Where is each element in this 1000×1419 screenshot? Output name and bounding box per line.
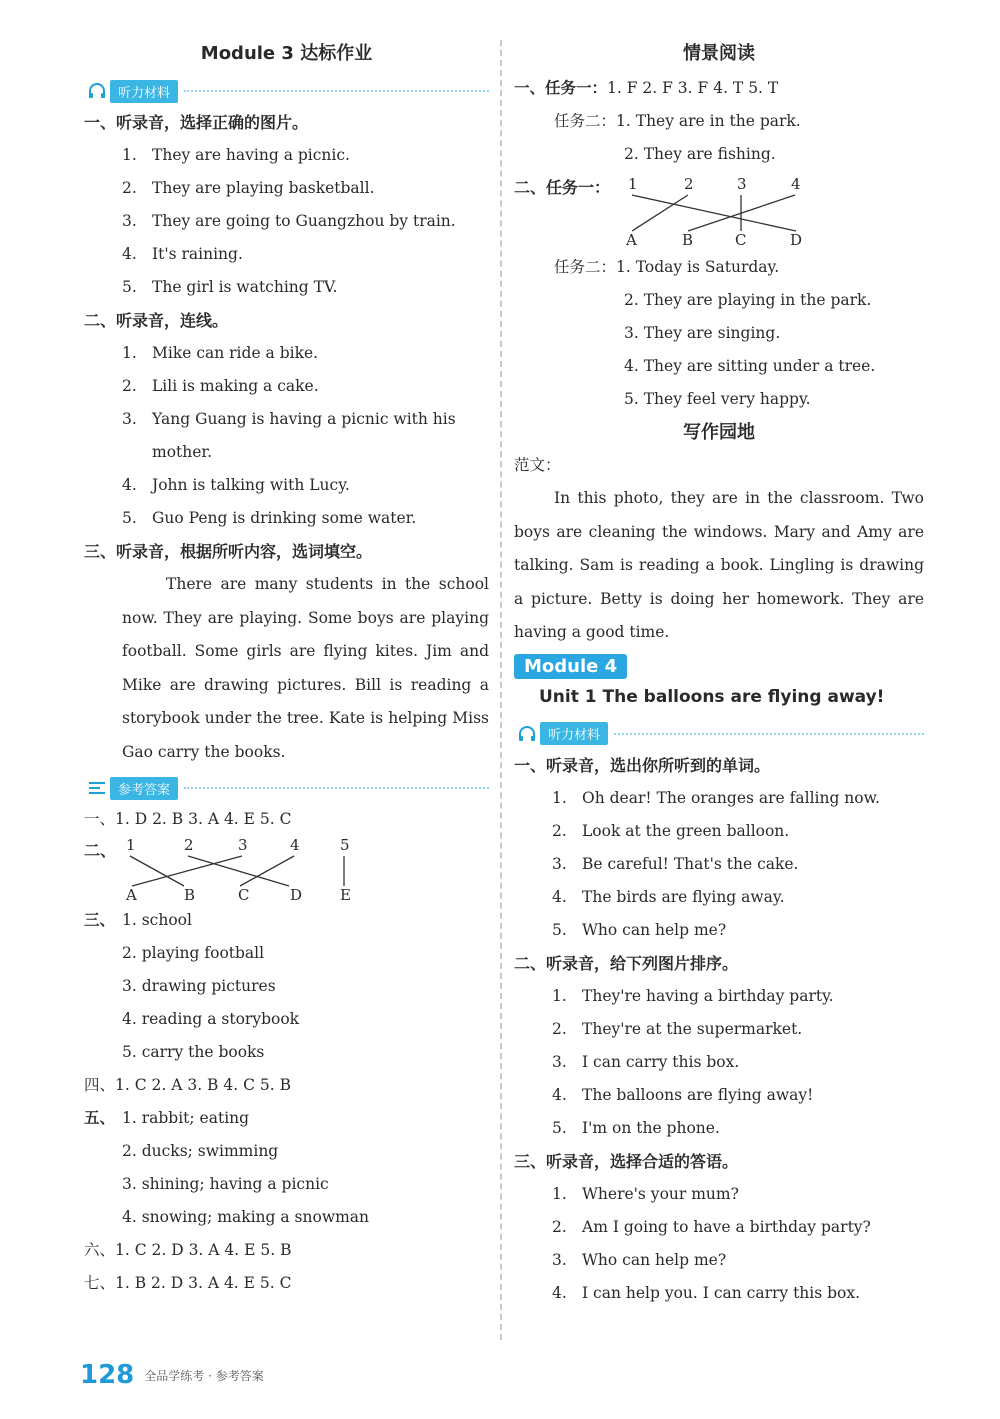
task-label: 一、任务一： (514, 79, 608, 97)
headphones-icon (84, 80, 110, 102)
answer-row: 2. They are fishing. (624, 145, 776, 163)
answer-label: 二、 (84, 841, 117, 860)
matching-answer (84, 836, 489, 904)
sample-essay: In this photo, they are in the classroom. Two boys are cleaning the windows. Mary and Amy are talking. Sam is reading a book. Lingling is drawing a picture. Betty is doing her homework. They are having a good time. (514, 489, 924, 641)
answer-row: 任务二：1. Today is Saturday. (554, 258, 780, 276)
match-bottom-label: A (126, 886, 137, 904)
answers-label: 参考答案 (110, 777, 178, 800)
writing-title: 写作园地 (683, 422, 755, 443)
answer-row: 4. snowing; making a snowman (122, 1208, 370, 1226)
list-item: 2. Am I going to have a birthday party? (552, 1217, 871, 1236)
tag-divider (184, 787, 489, 789)
listening-label: 听力材料 (110, 80, 178, 103)
match-bottom-label: B (682, 231, 694, 249)
match-bottom-label: D (290, 886, 303, 904)
match-top-label: 1 (126, 836, 136, 854)
match-bottom-label: C (735, 231, 747, 249)
headphones-icon (514, 723, 540, 745)
section-heading: 三、听录音，根据所听内容，选词填空。 (84, 542, 373, 561)
answer-row: 2. They are playing in the park. (624, 291, 872, 309)
reading-title: 情景阅读 (683, 43, 755, 64)
list-item: 3. They are going to Guangzhou by train. (122, 212, 456, 230)
match-bottom-label: D (790, 231, 803, 249)
match-top-label: 2 (184, 836, 194, 854)
list-item: 2. Lili is making a cake. (122, 377, 319, 395)
answer-row: 六、1. C 2. D 3. A 4. E 5. B (84, 1241, 292, 1259)
matching-answer (514, 171, 924, 251)
answer-row: 5. carry the books (122, 1043, 265, 1061)
list-item: 3. Be careful! That's the cake. (552, 854, 799, 873)
footer-text: 全品学练考 · 参考答案 (144, 1368, 264, 1383)
list-item: 3. Yang Guang is having a picnic with his (122, 410, 456, 428)
section-heading: 二、听录音，给下列图片排序。 (514, 953, 739, 973)
answer-row: 3. drawing pictures (122, 977, 276, 995)
sample-label: 范文： (514, 456, 561, 474)
answer-row: 一、1. D 2. B 3. A 4. E 5. C (84, 810, 292, 828)
list-item-continuation: mother. (152, 443, 213, 461)
tag-divider (184, 90, 489, 92)
answer-row: 2. playing football (122, 944, 265, 962)
list-item: 5. Who can help me? (552, 920, 727, 939)
answer-row: 三、 1. school (84, 911, 192, 929)
page-number: 128 (80, 1360, 135, 1390)
listening-passage: There are many students in the school now. They are playing. Some boys are playing football. Some girls are flying kites. Jim and Mike are drawing pictures. Bill is reading a storybook under the tree. Kate is helping Miss Gao carry the books. (122, 575, 489, 761)
answer-icon (84, 777, 110, 799)
listening-label: 听力材料 (540, 722, 608, 745)
answer-row: 五、 1. rabbit; eating (84, 1109, 250, 1127)
match-top-label: 3 (737, 175, 747, 193)
answers-tag (84, 773, 489, 803)
answer-row: 2. ducks; swimming (122, 1142, 279, 1160)
match-top-label: 4 (290, 836, 300, 854)
match-top-label: 1 (628, 175, 638, 193)
tag-divider (614, 733, 924, 735)
answer-row: 3. shining; having a picnic (122, 1175, 329, 1193)
list-item: 4. I can help you. I can carry this box. (552, 1283, 861, 1302)
list-item: 1. Mike can ride a bike. (122, 344, 319, 362)
answer-row: 任务二：1. They are in the park. (554, 112, 801, 130)
list-item: 1. They're having a birthday party. (552, 986, 834, 1005)
section-heading: 三、听录音，选择合适的答语。 (514, 1151, 739, 1171)
answer-row: 4. reading a storybook (122, 1010, 300, 1028)
task-label: 任务二： (554, 112, 617, 130)
list-item: 4. It's raining. (122, 245, 243, 263)
match-bottom-label: A (626, 231, 637, 249)
match-top-label: 3 (238, 836, 248, 854)
list-item: 2. Look at the green balloon. (552, 821, 790, 840)
answer-row: 七、1. B 2. D 3. A 4. E 5. C (84, 1274, 292, 1292)
answer-row: 四、1. C 2. A 3. B 4. C 5. B (84, 1076, 291, 1094)
section-heading: 一、听录音，选择正确的图片。 (84, 113, 309, 132)
answer-row: 一、任务一：1. F 2. F 3. F 4. T 5. T (514, 79, 779, 97)
list-item: 4. The birds are flying away. (552, 887, 785, 906)
page-footer (80, 1360, 264, 1390)
list-item: 4. The balloons are flying away! (552, 1085, 814, 1104)
listening-tag (84, 76, 489, 106)
task-label: 二、任务一： (514, 178, 611, 197)
listening-tag (514, 719, 924, 749)
section-heading: 二、听录音，连线。 (84, 311, 229, 330)
answer-row: 5. They feel very happy. (624, 390, 811, 408)
answer-row: 4. They are sitting under a tree. (624, 357, 876, 375)
right-column (514, 36, 924, 1310)
list-item: 3. Who can help me? (552, 1250, 727, 1269)
list-item: 5. Guo Peng is drinking some water. (122, 509, 417, 527)
left-column (84, 36, 489, 1300)
match-bottom-label: B (184, 886, 196, 904)
match-bottom-label: E (340, 886, 351, 904)
answer-row: 3. They are singing. (624, 324, 781, 342)
list-item: 2. They are playing basketball. (122, 179, 375, 197)
module4-badge: Module 4 (514, 654, 627, 679)
match-top-label: 4 (791, 175, 801, 193)
task-label: 任务二： (554, 258, 617, 276)
section-heading: 一、听录音，选出你所听到的单词。 (514, 755, 771, 775)
list-item: 2. They're at the supermarket. (552, 1019, 803, 1038)
match-top-label: 5 (340, 836, 350, 854)
list-item: 1. They are having a picnic. (122, 146, 350, 164)
match-top-label: 2 (684, 175, 694, 193)
list-item: 1. Where's your mum? (552, 1184, 739, 1203)
list-item: 1. Oh dear! The oranges are falling now. (552, 788, 880, 807)
list-item: 3. I can carry this box. (552, 1052, 740, 1071)
match-bottom-label: C (238, 886, 250, 904)
match-lines (514, 171, 814, 251)
column-divider (500, 40, 502, 1340)
list-item: 5. The girl is watching TV. (122, 278, 338, 296)
list-item: 4. John is talking with Lucy. (122, 476, 350, 494)
module3-title: Module 3 达标作业 (200, 43, 373, 64)
unit-title: Unit 1 The balloons are flying away! (539, 686, 885, 707)
list-item: 5. I'm on the phone. (552, 1118, 720, 1137)
